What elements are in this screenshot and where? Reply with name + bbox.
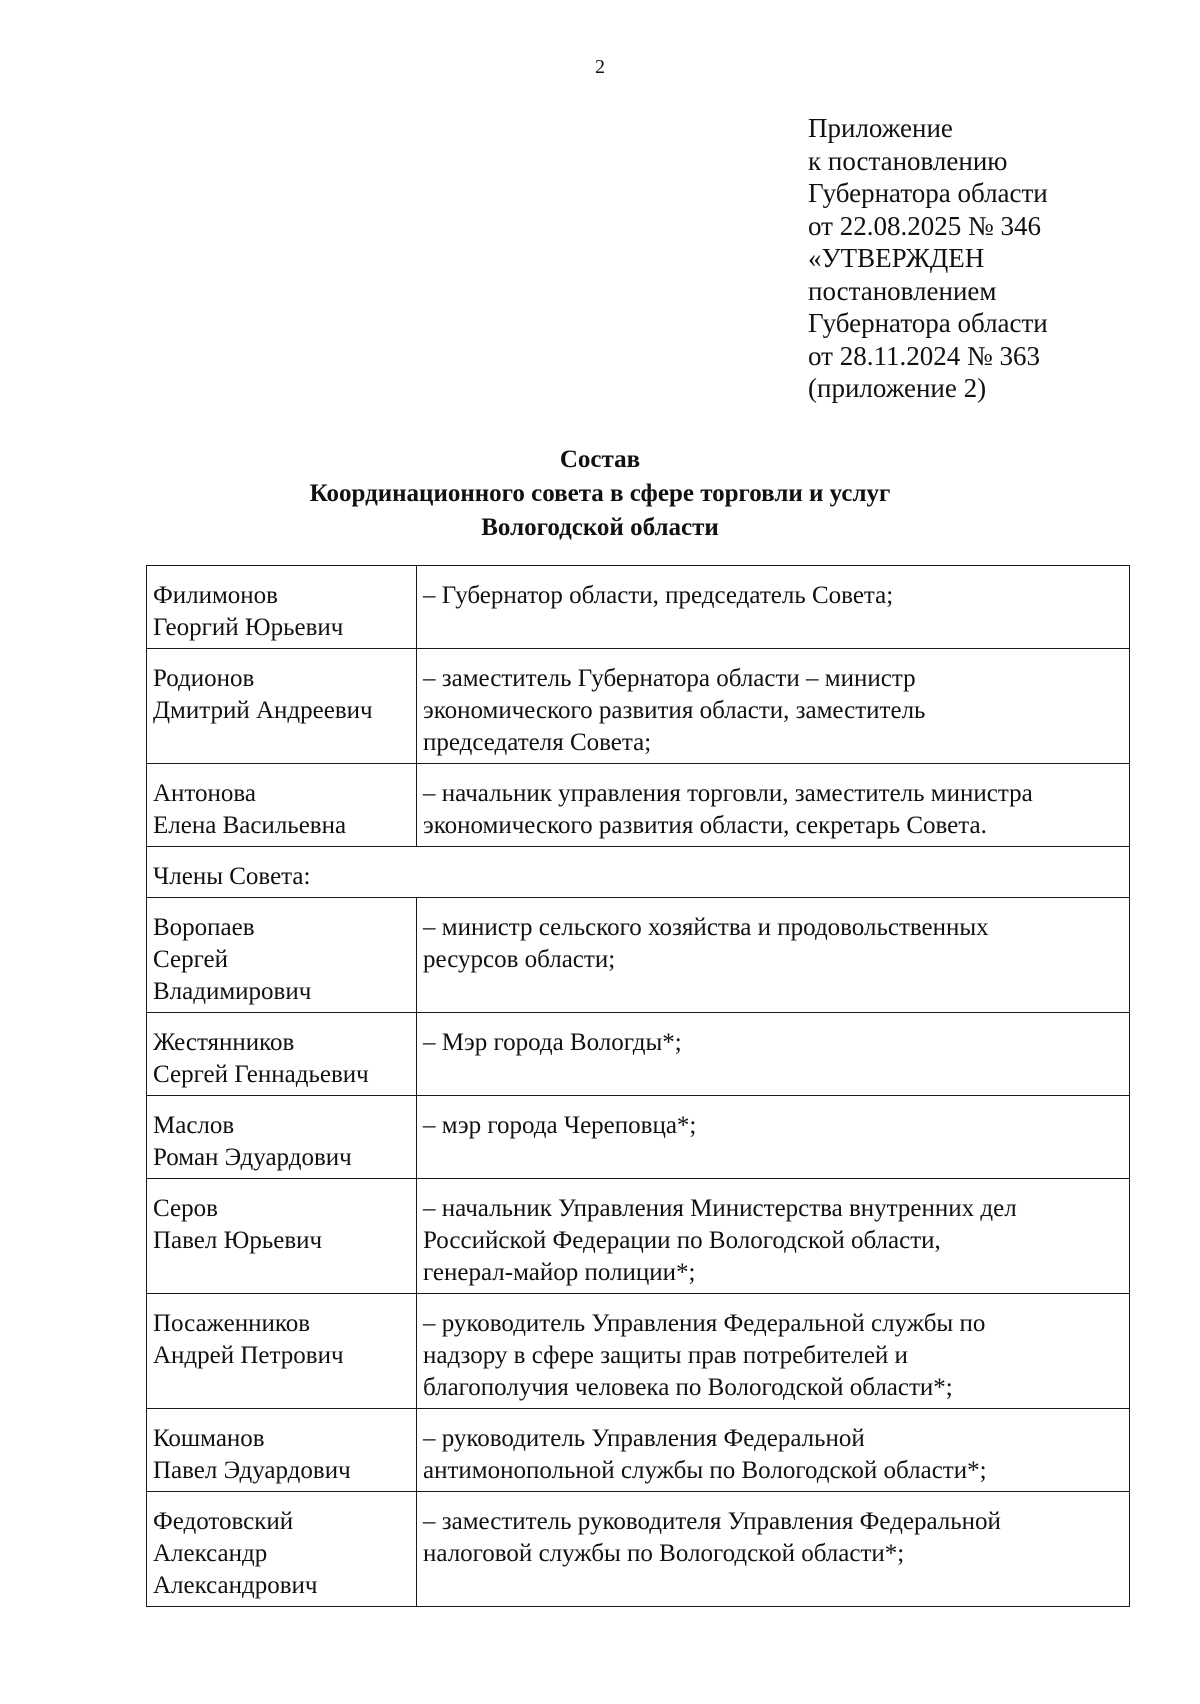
- member-role: – начальник управления торговли, заместитель министра экономического развития области, секретарь Совета.: [417, 764, 1130, 847]
- council-roster-table: [146, 565, 1130, 1607]
- appendix-line: постановлением: [808, 275, 997, 306]
- member-role: – руководитель Управления Федеральной службы по надзору в сфере защиты прав потребителей и благополучия человека по Вологодской области*;: [417, 1294, 1130, 1409]
- appendix-line: от 28.11.2024 № 363: [808, 340, 1040, 371]
- member-name: Воропаев Сергей Владимирович: [147, 898, 417, 1013]
- member-role: – заместитель руководителя Управления Федеральной налоговой службы по Вологодской области*;: [417, 1492, 1130, 1607]
- table-row: [147, 649, 1130, 764]
- appendix-line: Губернатора области: [808, 178, 1048, 208]
- member-role: – мэр города Череповца*;: [417, 1096, 1130, 1179]
- heading-title: Состав: [559, 446, 641, 473]
- table-row: [147, 1179, 1130, 1294]
- table-row: [147, 898, 1130, 1013]
- document-heading: [0, 443, 1200, 545]
- member-role: – Мэр города Вологды*;: [417, 1013, 1130, 1096]
- member-name: Федотовский Александр Александрович: [147, 1492, 417, 1607]
- member-role: – заместитель Губернатора области – министр экономического развития области, заместитель председателя Совета;: [417, 649, 1130, 764]
- appendix-line: «УТВЕРЖДЕН: [808, 243, 985, 273]
- member-role: – начальник Управления Министерства внутренних дел Российской Федерации по Вологодской области, генерал-майор полиции*;: [417, 1179, 1130, 1294]
- table-row: [147, 1013, 1130, 1096]
- member-role: – руководитель Управления Федеральной антимонопольной службы по Вологодской области*;: [417, 1409, 1130, 1492]
- table-row: [147, 764, 1130, 847]
- appendix-line: Губернатора области: [808, 308, 1048, 338]
- table-row: [147, 1294, 1130, 1409]
- appendix-line: Приложение: [808, 113, 953, 143]
- table-row: [147, 1096, 1130, 1179]
- table-row: [147, 1492, 1130, 1607]
- table-row: [147, 1409, 1130, 1492]
- member-role: – Губернатор области, председатель Совета;: [417, 566, 1130, 649]
- member-name: Жестянников Сергей Геннадьевич: [147, 1013, 417, 1096]
- table-row: [147, 847, 1130, 898]
- member-name: Родионов Дмитрий Андреевич: [147, 649, 417, 764]
- member-name: Кошманов Павел Эдуардович: [147, 1409, 417, 1492]
- members-section-heading: Члены Совета:: [147, 847, 1130, 898]
- member-role: – министр сельского хозяйства и продовольственных ресурсов области;: [417, 898, 1130, 1013]
- member-name: Маслов Роман Эдуардович: [147, 1096, 417, 1179]
- member-name: Антонова Елена Васильевна: [147, 764, 417, 847]
- page-number: 2: [595, 56, 605, 78]
- heading-region: Вологодской области: [481, 514, 719, 541]
- member-name: Филимонов Георгий Юрьевич: [147, 566, 417, 649]
- appendix-block: [808, 112, 1168, 405]
- appendix-line: от 22.08.2025 № 346: [808, 210, 1041, 241]
- appendix-line: к постановлению: [808, 145, 1008, 176]
- table-row: [147, 566, 1130, 649]
- appendix-line: (приложение 2): [808, 373, 987, 403]
- member-name: Посаженников Андрей Петрович: [147, 1294, 417, 1409]
- heading-subtitle: Координационного совета в сфере торговли и услуг: [309, 480, 891, 507]
- member-name: Серов Павел Юрьевич: [147, 1179, 417, 1294]
